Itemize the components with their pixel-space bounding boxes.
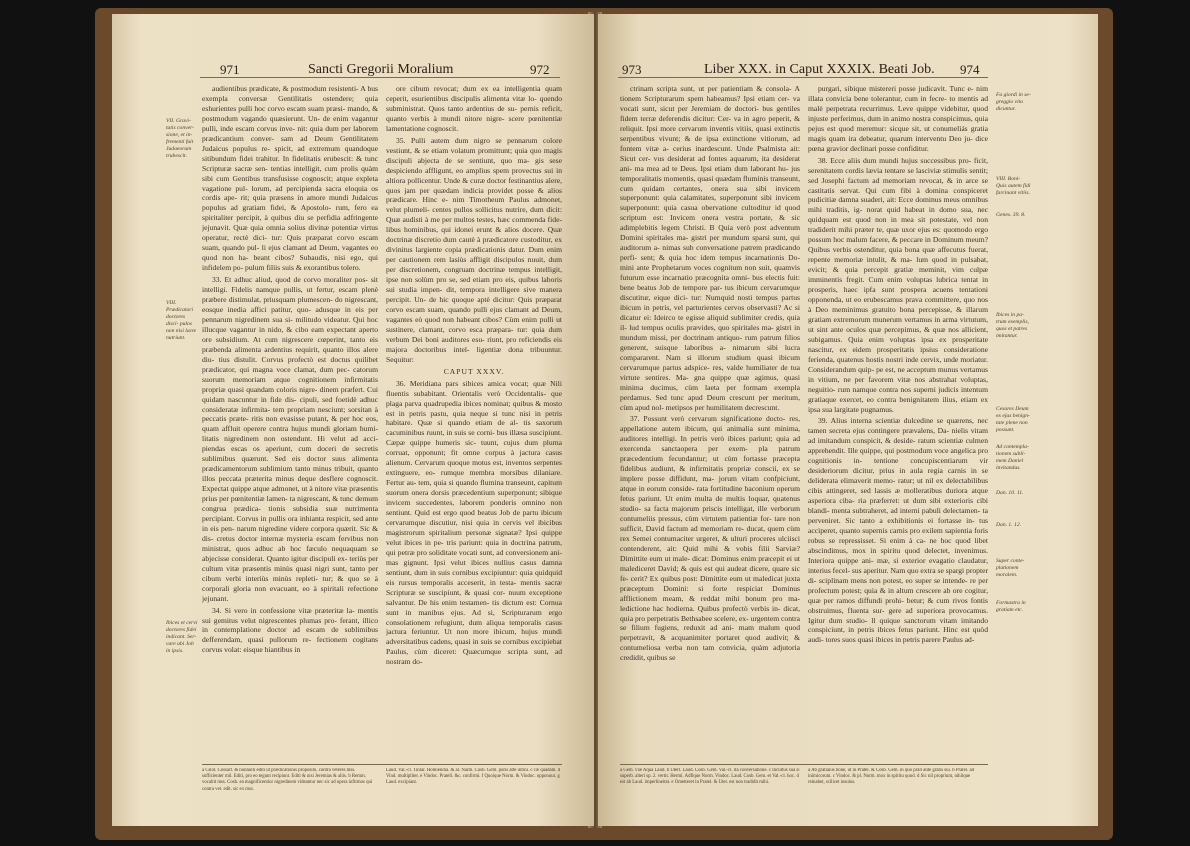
left-page-number-right: 972 — [530, 62, 550, 77]
left-header-rule — [200, 77, 560, 78]
right-footnotes-1: a Gem. viæ Aqua Laud. b Uterl. Laud. Cosb. Gem. Val.-cl. ita conversatione. c Incultus sua si superb. alteri sp. 2. vertit. Hermi. Adfique Norm. Vindoc. Laud. Cosb. Gem. et Val.-cl. hoc. d est ab Laud. imperlineitat. e Ometteret in Pratel. & Uter. est non tradidit mihi. — [620, 768, 800, 786]
right-header-rule — [618, 77, 988, 78]
right-footnote-rule — [620, 764, 988, 765]
left-page-number-left: 971 — [220, 62, 240, 77]
left-margin-note-3: Ibices et cervi doctores fidei indicant. Ser- vare ubi Job in ipsis. — [166, 620, 198, 654]
paragraph: 36. Meridiana pars sibices amica vocat; quæ Nili fluentis subabitant. Orientalis verò Occidentalis- que plaga parva quadrupedia ibices nominat; quibus & mosto est in petris pastu, quia neque si tunc nisi in petris habitare. Quæ si quando etiam de al- tis saxorum cacuminibus ruunt, in suis se corni- bus illæsa suscipiunt. Cæpæ quippe humeris sic- tuunt, cujus dum pluma corruat, opponunt; fit omne corpus à jactura casus alienum. Cervarum quoque motus est, inventos serpentes extinguere, eo- rumque membra morsibus dilaniare. Fertur au- tem, quia si quando flumina transeunt, capitum suorum onera dorsis præcedentium superponunt; sibique invicem succedentes, laborem ponderis omnino non sentiunt. Quid est ergo quod beatus Job de partu ibicum cervarumque discutiur, nisi quia in cervis vel ibicibus magistrorum spiritalium personæ signatæ? Ipsi quippe velut ibices in pe- tris pariunt: quia in doctrina patrum, qui petræ pro soliditate vocati sunt, ad conversionem ani- mas gignunt. Ipsi velut ibices nullius casus damna sentiunt, dum in suis cornibus excipiuntur: quia quidquid eis rursus temporalis acceserit, in testa- mentis sacræ Scripturæ se suscipiunt, & quasi cor- nuum exceptione salvantur. De his enim testamen- tis dictum est: Cornua sunt in manibus ejus. Ad si, Scripturarum ergo consolationem refugiunt, dum aliqua temporalis casus jactura feriuntur. Ut non more ibicum, hujus mundi adversitatibus cadens, quasi in suis se cornibus excipiebat Paulus, cùm diceret: Quæcumque scripta sunt, ad nostram do- — [386, 378, 562, 667]
left-running-title: Sancti Gregorii Moralium — [308, 62, 454, 77]
right-margin-note-10: Formastra in gratiam etc. — [996, 600, 1026, 613]
paragraph: 35. Pulli autem dum nigro se pennarum colore vestiunt, & se etiam volatum promittunt; quia quo magis discipuli abjecta de se sentiunt, quo ma- gis sese despiciendo affligunt, eo amplius spem provectus sui in altiora pollicentur. Unde & curæ doctor festinantius alere, quos jam per quædam indicia providet posse & alios prædicare. Hinc e- nim Timotheum Paulus admonet, velut plumeli- centes pullos sollicitus nutrire, dum dicit: Quæ audisti à me per multos testes, hæc commenda fide- libus hominibus, qui idonei erunt & alios docere. Quæ doctrinæ discretio dum cautè à prædicatore custoditur, ex divinitus largiente copia prædicationis datur. Dum enim per cautionem rem lasiùs affligit discipulos nuuit, dum per discretionem, congruam doctrinæ tempus intelligit, ipse non solùm pro se, sed etiam pro eis, quibus laboris sui studia impen- dit, tempora intelligere sive manera percipit. Un- de hic quoque aptè dicitur: Quis præparat corvo escam suam, quando pulli ejus clamant ad Deum, vagantes eò quod non habeant cibos? Cùm enim pulli ut sustinere, clamant, corvo esca præpara- tur: quia dum verbum Dei boni auditores esu- riunt, pro reficiendis eis majora doctoribus intel- ligentiæ dona tribuuntur. Sequitur: — [386, 135, 562, 364]
left-footnote-rule — [202, 764, 562, 765]
paragraph: ctrinam scripta sunt, ut per patientiam & consola- A tionem Scripturarum spem habeamus? Ipsi etiam cer- va vocati sunt, sicut per Jeremiam de doctori- bus gentiles fidem terræ deferendis dicitur: Cer- va in agro peperit, & reliquit. Ipsi more cervarum inventis vitiis, quasi extinctis serpentibus vivunt; & de ipsa extinctione vitiorum, ad fontem vitæ a- cerius inardescunt. Unde Psalmista ait: Sicut cer- vus desiderat ad fontes aquarum, ita desiderat ani- ma mea ad te Deus. Ipsi etiam dum laborant hu- jus temporalitatis momentis, quasi quædam fluminis transeunt, cum quidam certantes, onera sua sibi invicem superponunt: quia calamitates, superponunt sibi invicem superponunt: quia casua obervatione cultoditur id quod scriptum est: Invicem onera vestra portate, & sic adimplebitis legem Christi. B Quia verò post adventum Domini spiritales ma- gistri per mundum sparsi sunt, qui auditorum a- nimas sub conversatione patrem prædicando perfi- sent; & quia hoc idem tempus incarnationis Do- mini ante Prophetarum voces cognitum non suit, quamvis futurum esse incarnatio præcognita omni- bus electis fuit: bene beatus Job de tempore par- tus ibicum cervarumque discutitur, eique dici- tur: Numquid nosti tempus partus ibicum in petris, vel parturientes cervos observasti? Ac si dicatur ei: Ideirco te egisse aliquid sublimiter credis, quia il- lud tempus oculis prævides, quo spiritales ma- gistri in mundum missi, per doctrinam antiquo- rum patrum filios generent, suisque laboribus a- nimarum sibi lucra compararent. Nam si illorum studium quasi ibicum cervarumque partus adspice- res, valde humiliater de tua virtute sentires. Ma- gna quippe quæ agimus, quasi minima ducimus, cùm laeta per formam exempla perdamus. Sed tunc apud Deum crescunt per meritum, cùm apud nol- metipsos per humilitatem decrescunt. — [620, 84, 800, 412]
left-margin-note-1: VII. Gravi- tatis conver- sione, et in- frementi fuit Judaeorum trubescit. — [166, 118, 195, 159]
paragraph: 34. Si vero in confessione vitæ præteritæ la- mentis sui gemitus velut nigrescentes plumas pro- ferant, illico in contemplatione doctor ad escam de sublimibus defferendam, quasi pullorum re- fectionem cogitans corvus volat: eisque hiantibus in — [202, 605, 378, 655]
paragraph: 38. Ecce aliis dum mundi hujus successibus pro- ficit, serenitatem cordis lævia tentare se lasciviæ stimulis sentit; sed Josephi factum ad memoriam revocat, & in arce se castitatis servat. Qui cum fibi à domina conspiceret pudicitiæ damna suaderi, ait: Ecce dominus meus omnibus mihi traditis, ig- norat quid habeat in domo sua, nec quidquam est quod non in mea sit potestate, vel non tradiderit mihi præter te, quæ uxor ejus es: quomodo ergo possum hoc malum facere, & peccare in Dominum meum? Quibus verbis ostenditur, quia bona quæ affecutus fuerat, repente memoriæ intulit, & ma- lum quod in pulsabat, evicit; & quia percepit gratiæ meminit, vim culpæ imminentis fregit. Cum enim voluptas lubrica tentat in prosperis, haec ipfa sunt prospera acuens tentationi opponenda, ut eo erubescamus prava committere, quo nos à Deo meminimus gratuito bona percepisse, & illarum gratiam extremorum munerum vertamus in arma virtutum, ut sint ante oculos quæ percepimus, & quæ nos allicient, subigamus. Quia enim voluptas ipsa ex prosperitate nascitur, ex eidem prosperitatis ipsius consideratione ferienda, quatenus hostis nostri inde cervix, unde moriatur. Considerandum quip- pe est, ne acceptum munus vertamus in vitium, ne per favorem vitæ nos abstrahat voluptas, neguitio- rum namque contra nos superni judicis intentum gratiaque exercet, eo contra benignitatem ilius, etiam ex ipsa sua largitate pugnamus. — [808, 155, 988, 414]
paragraph: 37. Possunt verò cervarum significatione docto- res, appellatione autem ibicum, qui animalia sunt minima, auditores intelligi. In petris verò ibices pariunt; quia ad exercenda sanctaopera per exem- pla patrum præcedentium fecundantur; ut cùm fortasse præcepta fidelibus audiunt, & infirmitatis propriæ conscii, ex se implere posse diffidunt, ma- jorum vitam confpiciunt, atque in eorum conside- rata fortitudine baconium operum fetus pariunt. Ut enim multa de multis loquar, quatenus studio- sa facta majorum priscis intelligat, ille verborum contumeliis pressus, cùm virtutem patientiæ for- tare non sufficit, David factum ad memoriam re- ducat, quem cùm rex Semei contumaciter urgeret, & ulturi proceres ulciisci contenderent, ait: Quid mihi & vobis filii Sarviæ? Dimittite eum ut male- dicat: Dominus enim præcepit ei ut malediceret David; & quis est qui audeat dicere, quare sic fe- cerit? Ex quibus post: Dimittite eum ut maledicat juxta præceptum Domini: si forte respiciat Dominus afflictionem meam, & reddat mihi bonum pro ma- ledictione hac hodierna. Quibus profectò verbis in- dicat, quia pro perpetratis Bethsabee scelere, ex- urgentem contra se filium fugiens, reduxit ad ani- mam malum quod perpetravit, & acquanimiter portaret quod audivit; & contumeliosa verba non tam convicia, quàm adjutoria credidit, quibus se — [620, 414, 800, 663]
right-margin-note-6: Ad contempla- tionem subli- mem Daniel invitandus. — [996, 444, 1029, 471]
right-page — [598, 14, 1098, 826]
right-margin-note-3: Genes. 39. 8. — [996, 212, 1026, 218]
right-margin-note-5: Cesares Deum ex ejus benign- tate plene non possunt. — [996, 406, 1030, 433]
right-page-number-right: 974 — [960, 62, 980, 77]
right-margin-note-9: Super conte- plationem moralem. — [996, 558, 1025, 578]
right-column-2 — [808, 84, 988, 760]
left-column-1 — [202, 84, 378, 760]
paragraph: purgari, sibique mistereri posse judicavit. Tunc e- nim illata convicia bene tolerantur, cum in fecre- to mentis ad malè perpetrata recurrimus. Leve quippe videbitur, quod injuste perferimus, dum in animo nostra conspicimus, quia pejus est quod meremur: sicque sit, ut conumeliás gratia magis quam ira debeatur, quarum interventu Deo ju- dice pœna gravior declinari posse confiditur. — [808, 84, 988, 153]
right-margin-note-2: VIII. Boni- Quis autem fidi farcinant vitiis. — [996, 176, 1031, 196]
paragraph: 39. Alius interna scientiæ dulcedine se quærens, nec tamen secreta ejus contingere prævalens, Da- nielis vitam ad imitandum conspicit, & deside- ratum scientiæ culmen apprehendit. Ille quippe, qui postmodum voce angelica pro cognitionis in- tentione concupiscentiarum vir desideriorum dicitur, prius in aula regia carnis in se deliderata elimaverit memo- ratur; ut nil ex delectabilibus cibis attingeret, sed lassis æ molleratibus duriora atque asperiora ciba- ria præferret: ut dum sibi exterioris cibi blandi- menta subtraheret, ad interni pabuli delectamen- ta perveniret. Sic tanto a exhibitionis ei fortasse in- tus acciperet, quanto supernis carnis pro exilem sapientia foris robus se repressisset. Si enim à ca- ne hoc quod libet abscindimus, mox in spiritu quod delectet, invenimus. Interiora quippe ani- mæ, si exterior evagatio claudatur, interius fecel- sus aperitur. Nam quo extra se spargi propter di- sciplinam mens non potest, eo super se intende- re per profectum potest; quia & in altum crescere ab ore cogitur, quæ per ramos diffundi prohi- betur; & cum rivos fontis obstruimus, fluenta sur- gere ad superiora provocamus. Igitur dum studio- ll quique sanctorum vitam imitando conspiciunt, in petris ibices fetus pariunt. Hinc est quòd audi- tores suos quasi ibices in petris parere Paulus ad- — [808, 416, 988, 645]
left-column-2 — [386, 84, 562, 760]
right-margin-note-1: Fa giordi in se- greggio vita dicuntur. — [996, 92, 1031, 112]
left-margin-note-2: VIII. Prædicatori doctores disci- pulos non nisi lacte nutriunt. — [166, 300, 197, 341]
right-column-1 — [620, 84, 800, 760]
right-margin-note-8: Dan. 1. 12. — [996, 522, 1022, 528]
paragraph: audientibus prædicate, & postmodum resistenti- A bus exempla conversæ Gentilitatis ostendere; quia eshurientes pulli hoc corvo escam suam præsi- mando, & postmodum vagando quæsierunt. Un- de enim vagantur pulli, inde escam corvus inve- nit: quia dum per laborem prædicantium conver- sam ad Deum Gentilitatem Judaicus populus re- spicit, ad extremum quandoque sitibundum fidei trahitur. In fidelitatis erubescit: & tunc Scripturæ sacræ sen- tentias intelligit, cum prolis quàm sibi cum Gentibus transfusisse cognoscit; atque expleta vagatione pul- lorum, ad percipienda sacra eloquia os cordis ape- rit; quia præsens in amore mundi Judaicus populus ad gratiam fidei, & Apostolo- rum, fero ea spiritaliter percipit, à quibus diu se perfidia adfringente jejunavit. Quæ quia omnia solius divinæ potentiæ virtus operatur, rectè dici- tur: Quis præparat corvo escam suam, quando pul- li ejus clamant ad Deum, vagantes eo quod non ha- beant cibos? Subaudis, nisi ego, qui infidelem po- pulum filiis suis & exorantibus tolero. — [202, 84, 378, 273]
left-footnotes-2: Laud. Val.-cl. Tinlar. Homiendia. & al. Narm. Cosb. Gem. poris atte infini. c cæ quadam. d Vind. multipliter. e Vindoc. Pratell. &c. confirmi. f Quoique Norm. & Vindoc. opponuut. g Laud. excipiant. — [386, 768, 561, 786]
right-margin-note-7: Dan. 10. 11. — [996, 490, 1024, 496]
right-margin-note-4: Ibices in pa- trum exemplis, quos et patres imitantur. — [996, 312, 1029, 339]
left-page — [112, 14, 594, 826]
paragraph: 33. Et adhuc aliud, quod de corvo moraliter pos- sit intelligi. Fidelis namque pullis, ut fertur, escam plenè præbere distimulat, priusquam plumescen- do nigrescant, eosque inedia affici patitur, quo- adusque in eis per pennarum nigredinem sua si- militudo videatur. Qui hoc illucque vagantur in nido, & cibo eam expectant aperto ore subsidium. At cum nigrescere cœperint, tanto eis præbenda alimenta ardentius requirit, quanto illos alere diu- tius distulit. Corvus profectò est doctus quilibet prædicator, qui magna voce clamat, dum pec- catorum suorum memoriam atque cognitionem infirmitatis propriæ quasi quandam coloris nigre- dinem præfert. Cui quidam nascuntur in fide dis- cipuli, sed foetidè adhuc consideratæ infirmita- tem propriam nesciunt; sorsitan à peccatis præte- ritis non evasisse putant, & per hoc eos, quam affluit operere contra hujus mundi gloriam humi- litatis nigredinem non ostendunt. Hi velut ad acci- piendas escas os aperiunt, cum doceri de secretis sublimibus quærunt. Sed eis doctor suus alimenta prædicamentorum sublimium tanto minus tribuit, quanto illos peccata præterita minus deque desflere cognoscit. Expectat quippe atque admonet, ut à nitore vitæ præsentis prius per pœnitentiæ lamen- ta nigrescant, & tunc demum congrua prædica- tionis subsidia suæ nutrimenta percipiant. Corvus in pullis ora inhianta respicit, sed ante in eis pen- narum nigredine videre corpora quærit. Sic & dis- cretus doctor internæ mysteria escam fervibus non ministrat, quos adhuc ab hoc fæculo nequaquam se abjecisse considerat. Quanto igitur discipuli ex- teriùs per cultum vitæ præsentis minùs quasi nigri sunt, tanto per cibum verbi interiùs minùs repleti- tur; & quo se à corporali gloria non evacuant, eo à spiritali refectione jejunant. — [202, 275, 378, 603]
chapter-heading: CAPUT XXXV. — [443, 366, 505, 376]
right-running-title: Liber XXX. in Caput XXXIX. Beati Job. — [704, 62, 935, 77]
paragraph: ore cibum revocat; dum ex ea intelligentia quam ceperit, esurientibus discipulis alimenta vitæ lo- quendo subministrat. Quos tanto ardentius de su- pernis reficit, quanto verbis à mundi nitore nigre- scere pœnitentiæ lamentatione cognoscit. — [386, 84, 562, 133]
right-footnotes-2: a Ab gratiaius bone, ut in Pratel. & Cosb. Gem. in quo prall ante gratis sui. b Pratel. ad inimicorum. c Vindoc. & pl. Norm. mox in spiritu quod. d Sic nil proprium, nihilque reinabet, scilicet insulus. — [808, 768, 974, 786]
right-page-number-left: 973 — [622, 62, 642, 77]
left-footnotes-1: a Gilot. Cossart. & nonnulli editi ut prædicationis proposito, contra veteres mss. sufficienter mil. Editi, pro eo tegunt recipiunt. Editi & nisi Jeremias & aliis. b Remm. vocabit mss. Cosb. ea magnificentior nigredinem videantur nec sic ad opera infirmos qui contra vet. edit. sic ex mss. — [202, 768, 373, 792]
